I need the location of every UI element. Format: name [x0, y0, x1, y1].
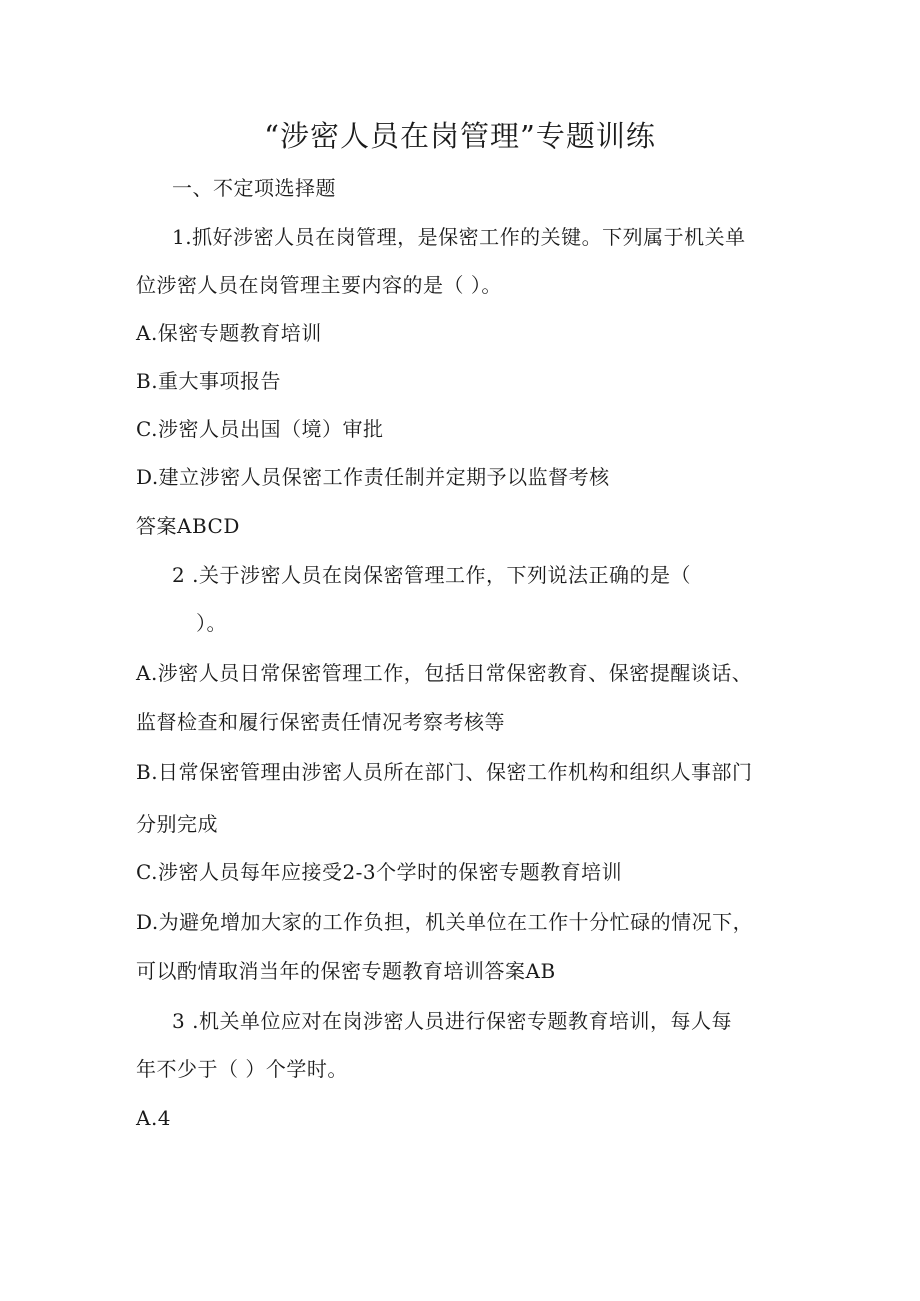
- question-2-option-c: C.涉密人员每年应接受2-3个学时的保密专题教育培训: [136, 860, 623, 884]
- question-2-option-b-line-1: B.日常保密管理由涉密人员所在部门、保密工作机构和组织人事部门: [136, 760, 753, 784]
- question-3-stem-line-1: 3 .机关单位应对在岗涉密人员进行保密专题教育培训，每人每: [172, 1009, 732, 1033]
- question-3-stem-line-2: 年不少于（ ）个学时。: [136, 1057, 348, 1081]
- question-1-stem-line-1: 1.抓好涉密人员在岗管理，是保密工作的关键。下列属于机关单: [172, 225, 746, 249]
- question-2-option-a-line-2: 监督检查和履行保密责任情况考察考核等: [136, 710, 505, 734]
- question-2-option-d-line-1: D.为避免增加大家的工作负担，机关单位在工作十分忙碌的情况下，: [136, 910, 754, 934]
- question-2-option-b-line-2: 分别完成: [136, 812, 218, 836]
- question-1-option-d: D.建立涉密人员保密工作责任制并定期予以监督考核: [136, 465, 610, 489]
- question-3-option-a: A.4: [136, 1106, 172, 1130]
- question-2-stem-line-1: 2 .关于涉密人员在岗保密管理工作，下列说法正确的是（: [172, 563, 691, 587]
- question-1-answer: 答案ABCD: [136, 514, 240, 538]
- question-1-option-b: B.重大事项报告: [136, 369, 282, 393]
- section-heading: 一、不定项选择题: [172, 176, 336, 200]
- question-1-option-c: C.涉密人员出国（境）审批: [136, 417, 384, 441]
- question-1-stem-line-2: 位涉密人员在岗管理主要内容的是（ ）。: [136, 273, 502, 297]
- document-title: “涉密人员在岗管理”专题训练: [264, 119, 656, 153]
- question-2-stem-line-2: ）。: [196, 611, 227, 635]
- question-2-option-d-line-2: 可以酌情取消当年的保密专题教育培训答案AB: [136, 959, 556, 983]
- question-2-option-a-line-1: A.涉密人员日常保密管理工作，包括日常保密教育、保密提醒谈话、: [136, 661, 753, 685]
- question-1-option-a: A.保密专题教育培训: [136, 321, 322, 345]
